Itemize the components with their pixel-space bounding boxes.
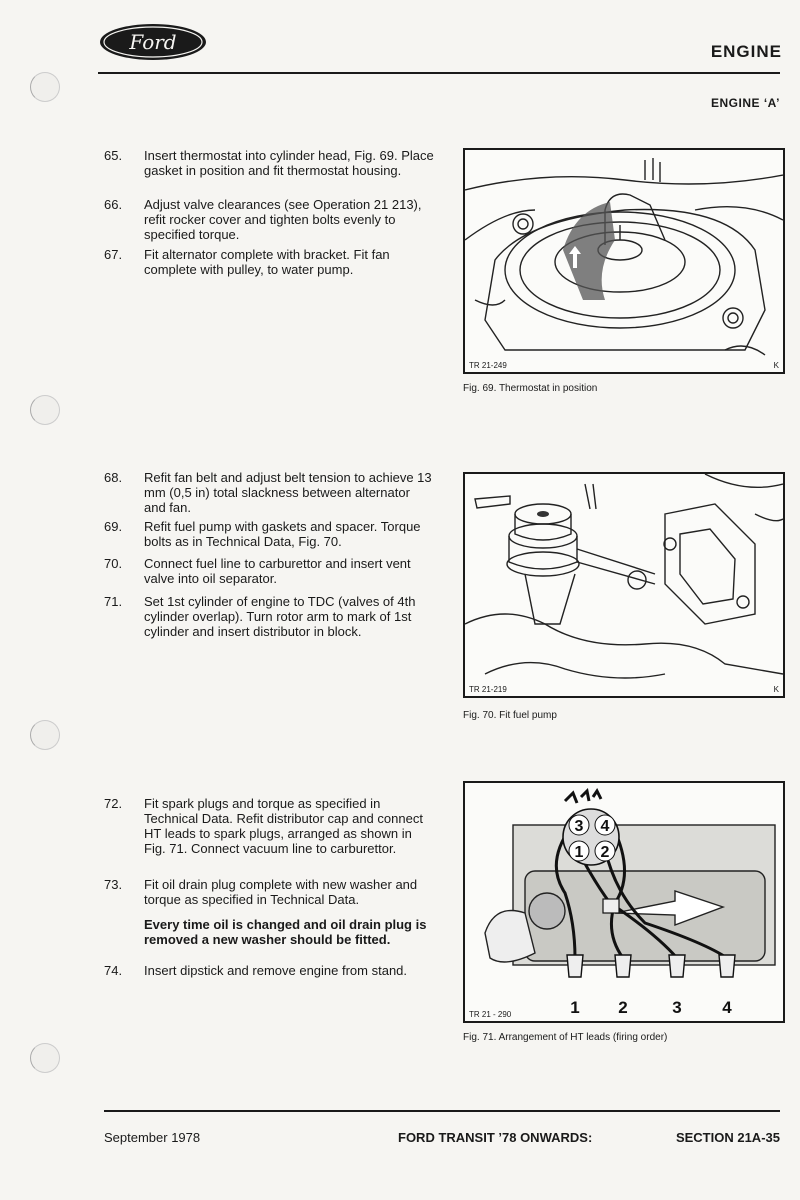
step-number: 66. [104,197,123,212]
step-number: 73. [104,877,123,892]
step-72 [104,796,434,856]
step-67 [104,247,434,277]
plug-number: 2 [618,998,628,1017]
figure-70-fuel-pump [463,472,785,698]
punch-hole [30,720,60,750]
step-71 [104,594,434,639]
header-rule [98,72,780,74]
punch-hole [30,1043,60,1073]
step-text: Connect fuel line to carburettor and insert vent valve into oil separator. [144,556,411,586]
ht-leads-diagram [465,783,783,1021]
cap-number: 2 [600,844,610,861]
page-subtitle: ENGINE ‘A’ [710,96,780,110]
thermostat-illustration [465,150,783,372]
figure-corner-mark: K [773,361,779,370]
figure-code: TR 21-219 [469,685,507,694]
punch-hole [30,72,60,102]
step-text: Adjust valve clearances (see Operation 21 213), refit rocker cover and tighten bolts evenly to specified torque. [144,197,422,242]
cap-number: 3 [574,818,584,835]
figure-71-ht-leads [463,781,785,1023]
step-text: Refit fuel pump with gaskets and spacer. Torque bolts as in Technical Data, Fig. 70. [144,519,421,549]
step-number: 71. [104,594,123,609]
figure-69-caption: Fig. 69. Thermostat in position [463,383,598,394]
step-text: Set 1st cylinder of engine to TDC (valves of 4th cylinder overlap). Turn rotor arm to mark of 1st cylinder and insert distributor in block. [144,594,416,639]
step-text: Insert thermostat into cylinder head, Fig. 69. Place gasket in position and fit thermostat housing. [144,148,434,178]
cap-number: 4 [600,818,610,835]
punch-hole [30,395,60,425]
step-number: 68. [104,470,123,485]
step-74 [104,963,434,978]
step-73 [104,877,434,947]
step-text: Insert dipstick and remove engine from stand. [144,963,408,978]
step-number: 69. [104,519,123,534]
figure-corner-mark: K [773,685,779,694]
step-65 [104,148,434,178]
step-68 [104,470,434,515]
step-70 [104,556,434,586]
ford-logo [98,22,208,62]
step-number: 74. [104,963,123,978]
page-section-title: ENGINE [710,42,782,61]
step-text: Fit alternator complete with bracket. Fit fan complete with pulley, to water pump. [144,247,390,277]
step-number: 70. [104,556,123,571]
plug-number: 3 [672,998,682,1017]
step-number: 72. [104,796,123,811]
figure-code: TR 21-249 [469,361,507,370]
figure-71-caption: Fig. 71. Arrangement of HT leads (firing order) [463,1032,668,1043]
step-69 [104,519,434,549]
step-warning: Every time oil is changed and oil drain plug is removed a new washer should be fitted. [144,917,427,947]
step-66 [104,197,434,242]
plug-number: 1 [570,998,580,1017]
footer-date: September 1978 [104,1130,201,1145]
step-text: Fit oil drain plug complete with new washer and torque as specified in Technical Data. [144,877,418,907]
footer-section: SECTION 21A-35 [675,1130,780,1145]
step-number: 67. [104,247,123,262]
step-text: Fit spark plugs and torque as specified in Technical Data. Refit distributor cap and connect HT leads to spark plugs, arranged as shown in Fig. 71. Connect vacuum line to carburettor. [144,796,423,856]
figure-code: TR 21 - 290 [469,1010,512,1019]
footer-publication: FORD TRANSIT ’78 ONWARDS: [398,1130,593,1145]
step-text: Refit fan belt and adjust belt tension to achieve 13 mm (0,5 in) total slackness between alternator and fan. [144,470,432,515]
plug-number: 4 [722,998,732,1017]
footer-rule [104,1110,780,1112]
ford-logo-text: Ford [129,30,177,54]
step-number: 65. [104,148,123,163]
cap-number: 1 [574,844,584,861]
fuel-pump-illustration [465,474,783,696]
figure-70-caption: Fig. 70. Fit fuel pump [463,710,557,721]
figure-69-thermostat [463,148,785,374]
